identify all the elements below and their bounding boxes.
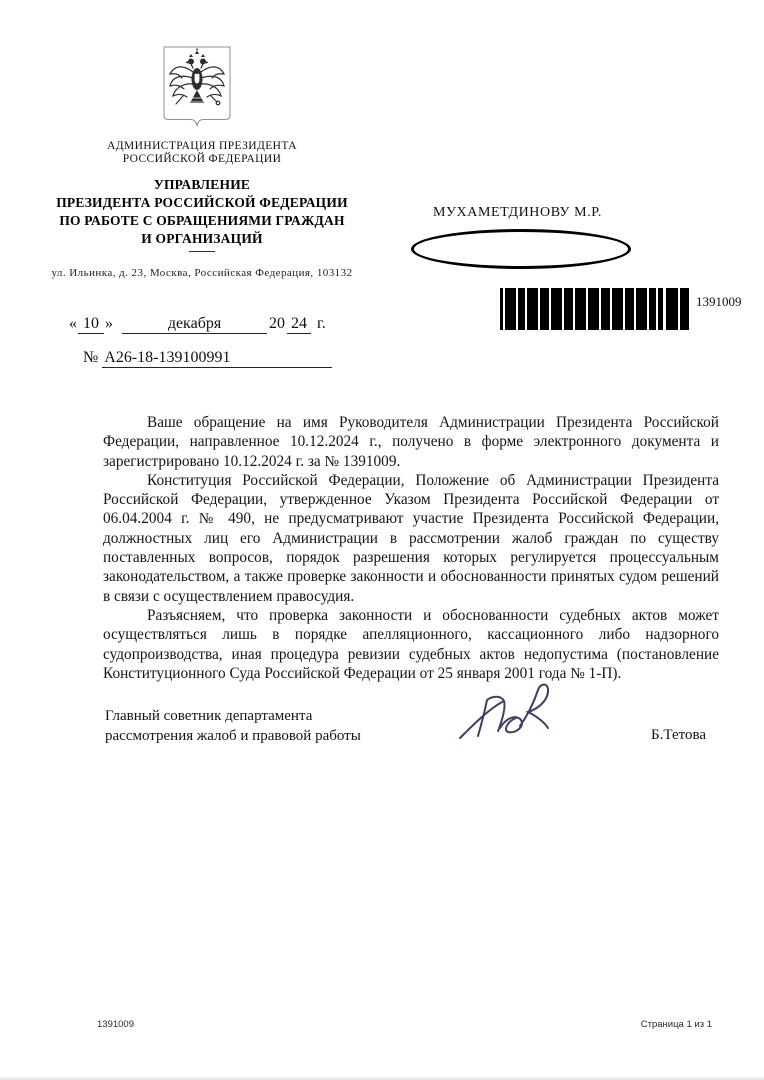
coat-of-arms-icon (163, 46, 231, 130)
body-paragraph-1: Ваше обращение на имя Руководителя Администрации Президента Российской Федерации, направленное 10.12.2024 г., получено в форме электронного документа и зарегистрировано 10.12.2024 г. за № 1391009. (103, 414, 719, 470)
date-year-suffix: г. (317, 315, 326, 332)
department-name-line2: ПРЕЗИДЕНТА РОССИЙСКОЙ ФЕДЕРАЦИИ (56, 195, 348, 210)
reference-line (83, 349, 332, 368)
org-name-line2: РОССИЙСКОЙ ФЕДЕРАЦИИ (122, 153, 282, 165)
close-quote: » (105, 315, 113, 332)
barcode (500, 288, 690, 330)
department-name (40, 176, 364, 248)
letterhead-divider (189, 251, 215, 252)
barcode-number: 1391009 (696, 294, 742, 309)
signer-position-line1: Главный советник департамента (105, 708, 313, 724)
date-century: 20 (269, 315, 285, 332)
department-name-line3: ПО РАБОТЕ С ОБРАЩЕНИЯМИ ГРАЖДАН (59, 213, 345, 228)
redaction-oval (411, 229, 631, 269)
signer-name: Б.Тетова (651, 727, 707, 743)
department-name-line4: И ОРГАНИЗАЦИЙ (141, 231, 263, 246)
footer-page-info: Страница 1 из 1 (640, 1019, 712, 1030)
footer-doc-number: 1391009 (97, 1019, 134, 1030)
letterhead-address: ул. Ильинка, д. 23, Москва, Российская Федерация, 103132 (51, 267, 353, 279)
reference-number: А26-18-139100991 (102, 349, 332, 368)
org-name-line1: АДМИНИСТРАЦИЯ ПРЕЗИДЕНТА (107, 140, 297, 152)
date-line (69, 315, 326, 334)
date-month: декабря (122, 315, 267, 334)
recipient-name: МУХАМЕТДИНОВУ М.Р. (433, 205, 603, 220)
org-name (40, 140, 364, 166)
handwritten-signature (448, 676, 578, 756)
reference-label: № (83, 349, 99, 366)
signer-position (105, 707, 435, 746)
letter-body (103, 413, 719, 683)
signer-position-line2: рассмотрения жалоб и правовой работы (105, 727, 361, 744)
body-paragraph-2: Конституция Российской Федерации, Положение об Администрации Президента Российской Федерации, утвержденное Указом Президента Российской Федерации от 06.04.2004 г. № 490, не предусматривают участие Президента Российской Федерации, должностных лиц его Администрации в рассмотрении жалоб граждан по существу поставленных вопросов, порядок разрешения которых регулируется процессуальным законодательством, а также проверке законности и обоснованности принятых судом решений в связи с осуществлением правосудия. (103, 471, 719, 605)
open-quote: « (69, 315, 77, 332)
date-day: 10 (78, 315, 104, 334)
date-year: 24 (287, 315, 311, 334)
department-name-line1: УПРАВЛЕНИЕ (153, 177, 251, 192)
body-paragraph-3: Разъясняем, что проверка законности и обоснованности судебных актов может осуществляться лишь в порядке апелляционного, кассационного либо надзорного судопроизводства, иная процедура ревизии судебных актов недопустима (постановление Конституционного Суда Российской Федерации от 25 января 2001 года № 1-П). (103, 606, 719, 682)
